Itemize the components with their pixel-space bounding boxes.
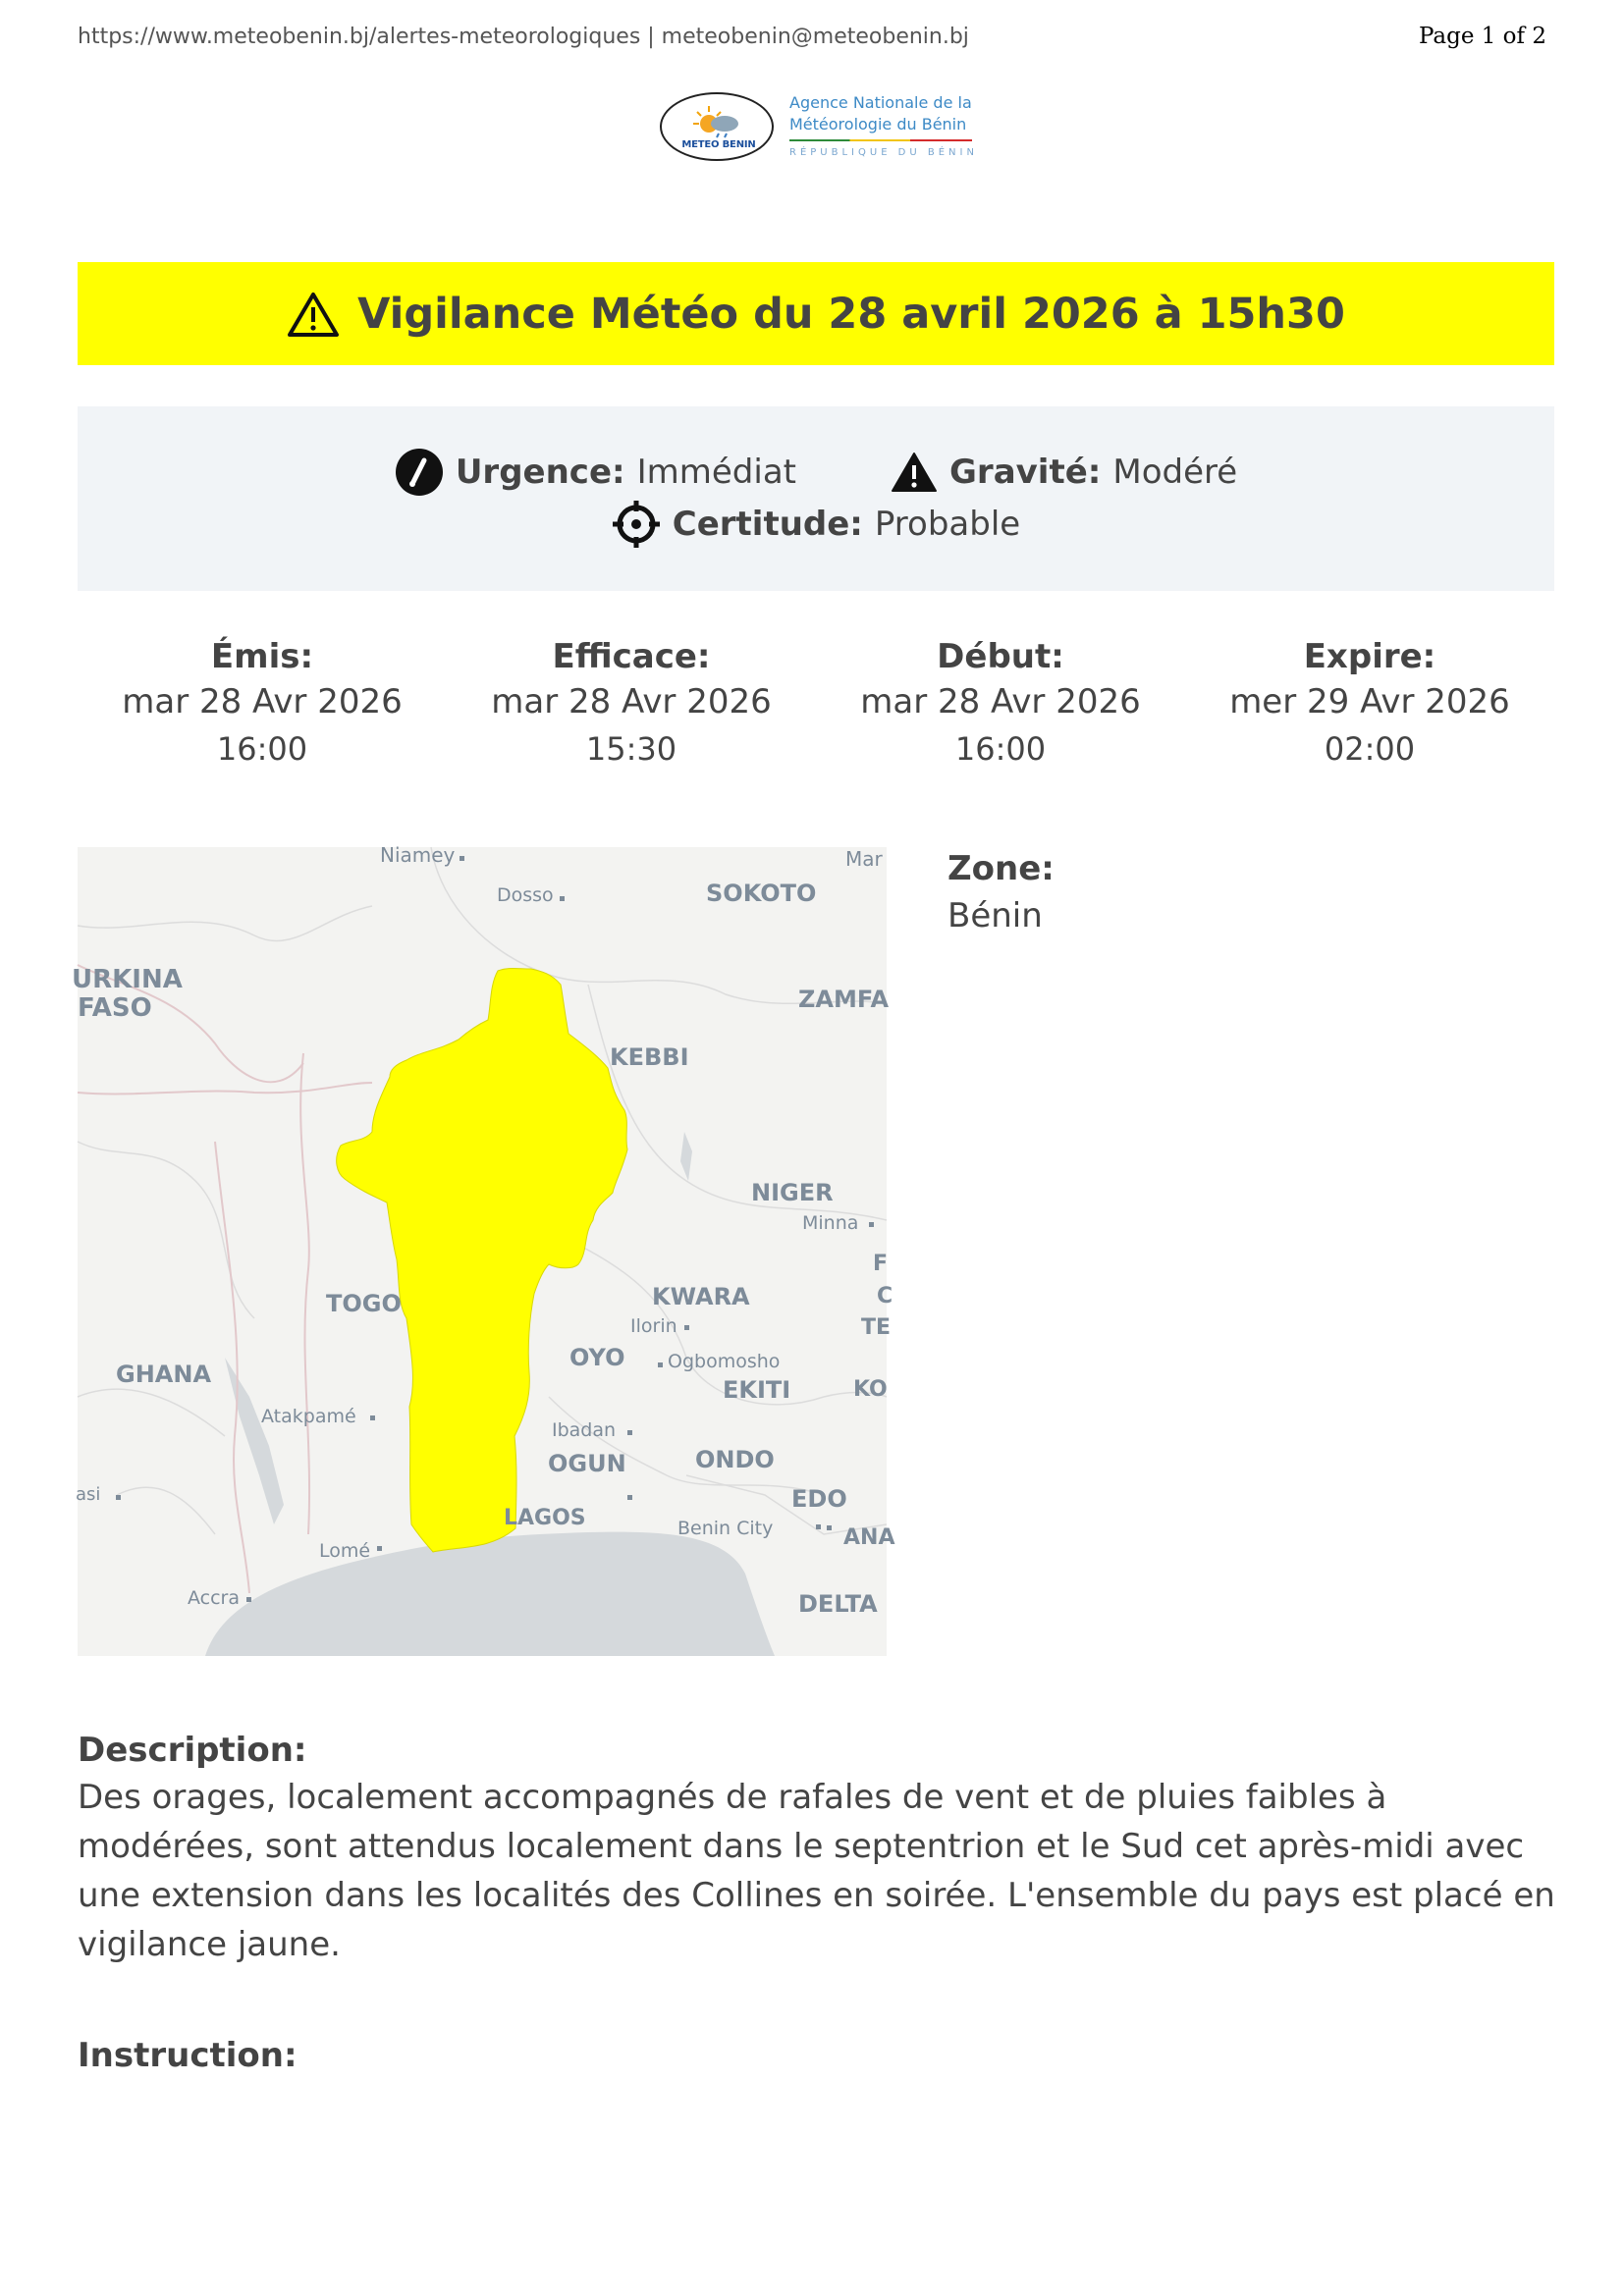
instruction-label: Instruction: (78, 2036, 298, 2075)
alert-map (72, 843, 895, 1656)
page-number: Page 1 of 2 (1418, 24, 1546, 49)
severity-value: Modéré (1112, 453, 1238, 492)
description-block (78, 1728, 1560, 1969)
map-label-minna: Minna (802, 1212, 859, 1234)
certainty-item (612, 500, 1020, 549)
date-expires (1185, 636, 1554, 772)
logo-agency-line1: Agence Nationale de la (789, 93, 972, 112)
map-label-kebbi: KEBBI (610, 1043, 689, 1071)
warning-icon (287, 291, 340, 338)
map-label-oyo: OYO (569, 1344, 625, 1371)
map-label-sokoto: SOKOTO (706, 880, 817, 907)
crosshair-icon (612, 500, 661, 549)
map-svg (72, 843, 895, 1656)
map-label-benin-city: Benin City (677, 1518, 774, 1539)
map-label-togo: TOGO (326, 1290, 402, 1317)
map-label-lagos: LAGOS (504, 1506, 586, 1530)
date-label: Expire: (1303, 637, 1436, 676)
description-label: Description: (78, 1731, 307, 1770)
logo-republic: RÉPUBLIQUE DU BÉNIN (789, 147, 978, 158)
date-time: 16:00 (216, 730, 308, 768)
map-label-niamey: Niamey (380, 843, 456, 867)
zone-block (947, 846, 1055, 940)
map-label-dosso: Dosso (497, 884, 554, 906)
logo-ellipse-text: METEO BENIN (681, 139, 756, 150)
date-time: 02:00 (1324, 730, 1416, 768)
map-label-ondo: ONDO (695, 1446, 775, 1473)
agency-logo (660, 88, 984, 169)
logo-ellipse (660, 92, 774, 161)
date-issued (78, 636, 447, 772)
map-label-te: TE (861, 1315, 892, 1340)
map-label-ko: KO (853, 1377, 888, 1402)
urgency-item (395, 448, 796, 497)
date-day: mer 29 Avr 2026 (1229, 682, 1510, 721)
zone-label: Zone: (947, 849, 1055, 888)
date-label: Efficace: (552, 637, 711, 676)
map-label-burkina-2: FASO (78, 993, 152, 1023)
map-label-ghana: GHANA (116, 1361, 212, 1388)
map-label-kwara: KWARA (652, 1283, 750, 1310)
date-day: mar 28 Avr 2026 (122, 682, 403, 721)
header-url-email: https://www.meteobenin.bj/alertes-meteorologiques | meteobenin@meteobenin.bj (78, 25, 969, 49)
map-label-edo: EDO (791, 1485, 847, 1513)
logo-flag-line (789, 139, 972, 141)
severity-item (891, 452, 1237, 493)
map-label-ibadan: Ibadan (552, 1419, 617, 1441)
map-label-delta: DELTA (798, 1590, 878, 1618)
certainty-value: Probable (874, 505, 1021, 544)
map-label-accra: Accra (188, 1587, 241, 1609)
map-label-burkina-1: URKINA (72, 965, 183, 994)
gauge-icon (395, 448, 444, 497)
map-label-ogbomosho: Ogbomosho (668, 1351, 781, 1372)
map-label-ogun: OGUN (548, 1450, 626, 1477)
logo-agency-line2: Météorologie du Bénin (789, 115, 967, 133)
warning-filled-icon (891, 452, 938, 493)
severity-label: Gravité: (949, 453, 1102, 492)
sun-cloud-icon (689, 104, 748, 139)
logo-agency-name (789, 92, 972, 135)
date-effective (447, 636, 816, 772)
date-onset (816, 636, 1185, 772)
map-label-lome: Lomé (319, 1540, 371, 1562)
date-time: 15:30 (585, 730, 677, 768)
date-day: mar 28 Avr 2026 (491, 682, 772, 721)
map-label-zamfa: ZAMFA (798, 986, 890, 1013)
map-label-ilorin: Ilorin (630, 1315, 677, 1337)
map-label-c: C (877, 1284, 893, 1308)
map-label-atakpame: Atakpamé (261, 1406, 356, 1427)
urgency-value: Immédiat (636, 453, 797, 492)
dates-row (78, 636, 1554, 772)
date-day: mar 28 Avr 2026 (860, 682, 1141, 721)
map-label-asi: asi (76, 1484, 101, 1505)
description-text: Des orages, localement accompagnés de rafales de vent et de pluies faibles à modérées, sont attendus localement dans le septentrion et le Sud cet après-midi avec une extension dans les localités des Collines en soirée. L'ensemble du pays est placé en vigilance jaune. (78, 1778, 1555, 1964)
map-label-ekiti: EKITI (723, 1376, 791, 1404)
alert-title: Vigilance Météo du 28 avril 2026 à 15h30 (357, 289, 1345, 339)
map-label-niger: NIGER (751, 1179, 834, 1206)
alert-meta-box (78, 406, 1554, 591)
date-label: Émis: (210, 637, 314, 676)
zone-value: Bénin (947, 896, 1043, 935)
date-label: Début: (937, 637, 1064, 676)
date-time: 16:00 (954, 730, 1047, 768)
map-label-ana: ANA (843, 1525, 895, 1550)
urgency-label: Urgence: (455, 453, 625, 492)
alert-banner (78, 262, 1554, 365)
map-label-f: F (873, 1252, 889, 1276)
certainty-label: Certitude: (672, 505, 863, 544)
map-label-mar: Mar (845, 847, 883, 871)
